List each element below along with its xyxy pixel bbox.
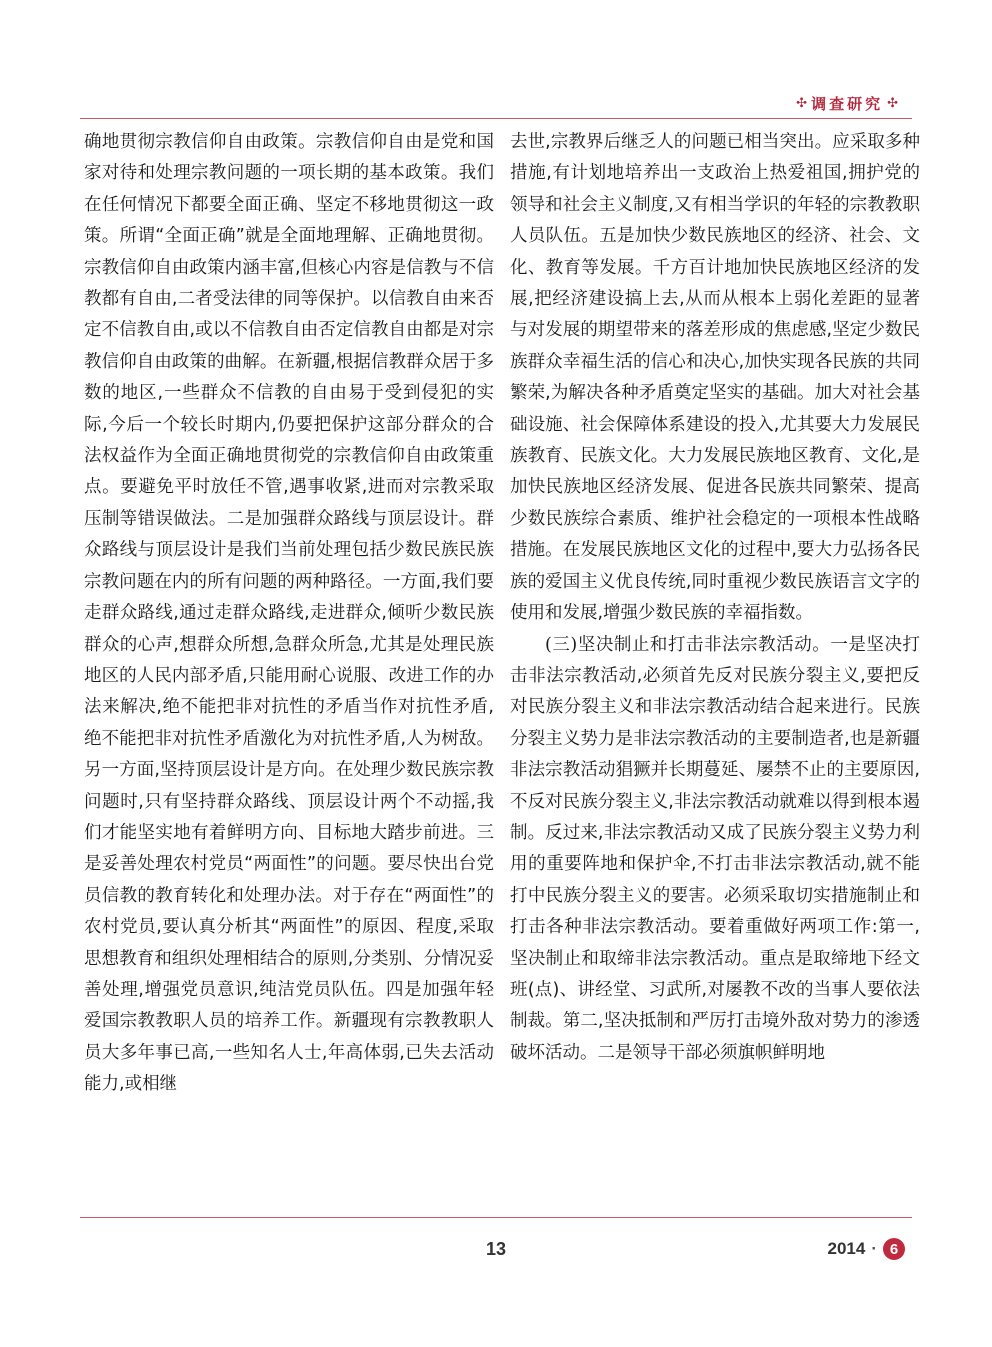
paragraph: 确地贯彻宗教信仰自由政策。宗教信仰自由是党和国家对待和处理宗教问题的一项长期的基本政策。我们在任何情况下都要全面正确、坚定不移地贯彻这一政策。所谓“全面正确”就是全面地理解、正确地贯彻。宗教信仰自由政策内涵丰富,但核心内容是信教与不信教都有自由,二者受法律的同等保护。以信教自由来否定不信教自由,或以不信教自由否定信教自由都是对宗教信仰自由政策的曲解。在新疆,根据信教群众居于多数的地区,一些群众不信教的自由易于受到侵犯的实际,今后一个较长时期内,仍要把保护这部分群众的合法权益作为全面正确地贯彻党的宗教信仰自由政策重点。要避免平时放任不管,遇事收紧,进而对宗教采取压制等错误做法。二是加强群众路线与顶层设计。群众路线与顶层设计是我们当前处理包括少数民族民族宗教问题在内的所有问题的两种路径。一方面,我们要走群众路线,通过走群众路线,走进群众,倾听少数民族群众的心声,想群众所想,急群众所急,尤其是处理民族地区的人民内部矛盾,只能用耐心说服、改进工作的办法来解决,绝不能把非对抗性的矛盾当作对抗性矛盾,绝不能把非对抗性矛盾激化为对抗性矛盾,人为树敌。另一方面,坚持顶层设计是方向。在处理少数民族宗教问题时,只有坚持群众路线、顶层设计两个不动摇,我们才能坚实地有着鲜明方向、目标地大踏步前进。三是妥善处理农村党员“两面性”的问题。要尽快出台党员信教的教育转化和处理办法。对于存在“两面性”的农村党员,要认真分析其“两面性”的原因、程度,采取思想教育和组织处理相结合的原则,分类别、分情况妥善处理,增强党员意识,纯洁党员队伍。四是加强年轻爱国宗教教职人员的培养工作。新疆现有宗教教职人员大多年事已高,一些知名人士,年高体弱,已失去活动能力,或相继: [84, 132, 494, 1095]
issue-year: 2014: [827, 1239, 866, 1258]
issue-info: [828, 1238, 906, 1260]
ornament-icon: ✣: [887, 95, 898, 111]
footer-divider: [80, 1217, 912, 1218]
issue-number-badge: 6: [883, 1238, 905, 1260]
paragraph: 去世,宗教界后继乏人的问题已相当突出。应采取多种措施,有计划地培养出一支政治上热爱祖国,拥护党的领导和社会主义制度,又有相当学识的年轻的宗教教职人员队伍。五是加快少数民族地区的经济、社会、文化、教育等发展。千方百计地加快民族地区经济的发展,把经济建设搞上去,从而从根本上弱化差距的显著与对发展的期望带来的落差形成的焦虑感,坚定少数民族群众幸福生活的信心和决心,加快实现各民族的共同繁荣,为解决各种矛盾奠定坚实的基础。加大对社会基础设施、社会保障体系建设的投入,尤其要大力发展民族教育、民族文化。大力发展民族地区教育、文化,是加快民族地区经济发展、促进各民族共同繁荣、提高少数民族综合素质、维护社会稳定的一项根本性战略措施。在发展民族地区文化的过程中,要大力弘扬各民族的爱国主义优良传统,同时重视少数民族语言文字的使用和发展,增强少数民族的幸福指数。: [510, 132, 920, 624]
ornament-icon: ✣: [796, 95, 808, 111]
page-number: 13: [485, 1239, 507, 1259]
section-header: [792, 90, 902, 116]
paragraph: [510, 630, 920, 1070]
left-column: [84, 127, 494, 1101]
section-heading: (三)坚决制止和打击非法宗教活动。: [545, 634, 831, 655]
right-column: [510, 127, 920, 1069]
section-title: 调查研究: [811, 94, 884, 113]
issue-separator: ·: [871, 1239, 877, 1258]
header-divider: [80, 118, 912, 119]
paragraph-text: 一是坚决打击非法宗教活动,必须首先反对民族分裂主义,要把反对民族分裂主义和非法宗教活动结合起来进行。民族分裂主义势力是非法宗教活动的主要制造者,也是新疆非法宗教活动猖獗并长期蔓延、屡禁不止的主要原因,不反对民族分裂主义,非法宗教活动就难以得到根本遏制。反过来,非法宗教活动又成了民族分裂主义势力利用的重要阵地和保护伞,不打击非法宗教活动,就不能打中民族分裂主义的要害。必须采取切实措施制止和打击各种非法宗教活动。要着重做好两项工作:第一,坚决制止和取缔非法宗教活动。重点是取缔地下经文班(点)、讲经堂、习武所,对屡教不改的当事人要依法制裁。第二,坚决抵制和严厉打击境外敌对势力的渗透破坏活动。二是领导干部必须旗帜鲜明地: [510, 634, 921, 1063]
